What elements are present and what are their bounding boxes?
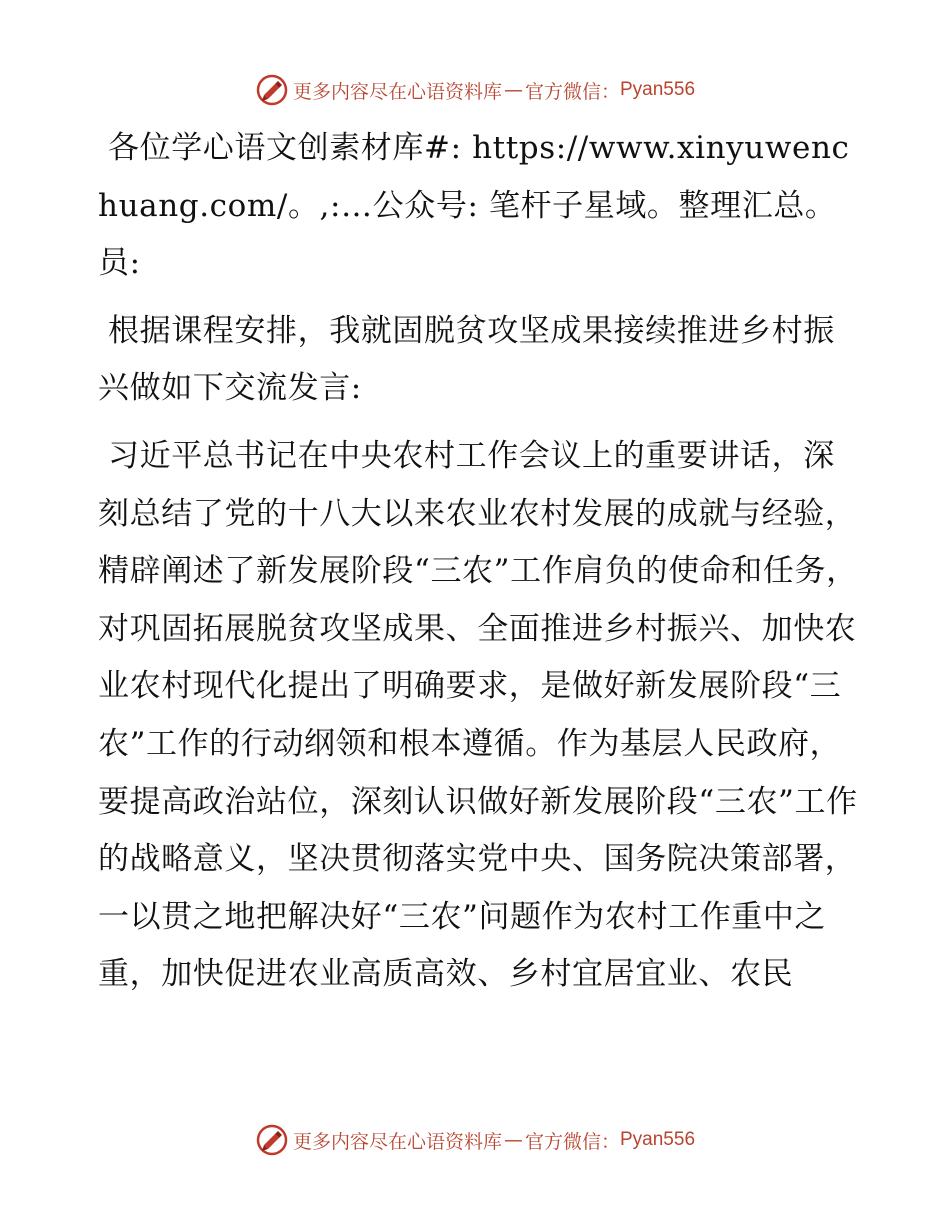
banner-separator: — — [503, 1129, 523, 1151]
footer-banner — [0, 1120, 950, 1160]
banner-wechat-label: 官方微信： — [524, 80, 620, 103]
paragraph-main: 习近平总书记在中央农村工作会议上的重要讲话，深刻总结了党的十八大以来农业农村发展的成就与经验，精辟阐述了新发展阶段“三农”工作肩负的使命和任务，对巩固拓展脱贫攻坚成果、全面推进乡村振兴、加快农业农村现代化提出了明确要求，是做好新发展阶段“三农”工作的行动纲领和根本遵循。作为基层人民政府，要提高政治站位，深刻认识做好新发展阶段“三农”工作的战略意义，坚决贯彻落实党中央、国务院决策部署，一以贯之地把解决好“三农”问题作为农村工作重中之重，加快促进农业高质高效、乡村宜居宜业、农民 — [98, 437, 858, 993]
banner-wechat-id: Pyan556 — [620, 79, 696, 100]
pen-logo-icon — [255, 73, 289, 107]
document-body — [98, 120, 858, 1014]
banner-main-text: 更多内容尽在心语资料库 — [292, 80, 502, 103]
banner-main-text: 更多内容尽在心语资料库 — [292, 1130, 502, 1153]
pen-logo-icon — [255, 1123, 289, 1157]
paragraph-opening: 根据课程安排，我就固脱贫攻坚成果接续推进乡村振兴做如下交流发言: — [98, 312, 835, 407]
banner-separator: — — [503, 79, 523, 101]
banner-wechat-id: Pyan556 — [620, 1129, 696, 1150]
banner-wechat-label: 官方微信： — [524, 1130, 620, 1153]
header-banner — [0, 70, 950, 110]
paragraph-intro: 各位学心语文创素材库#: https://www.xinyuwenchuang.com/。,:…公众号: 笔杆子星域。整理汇总。员: — [98, 130, 850, 282]
